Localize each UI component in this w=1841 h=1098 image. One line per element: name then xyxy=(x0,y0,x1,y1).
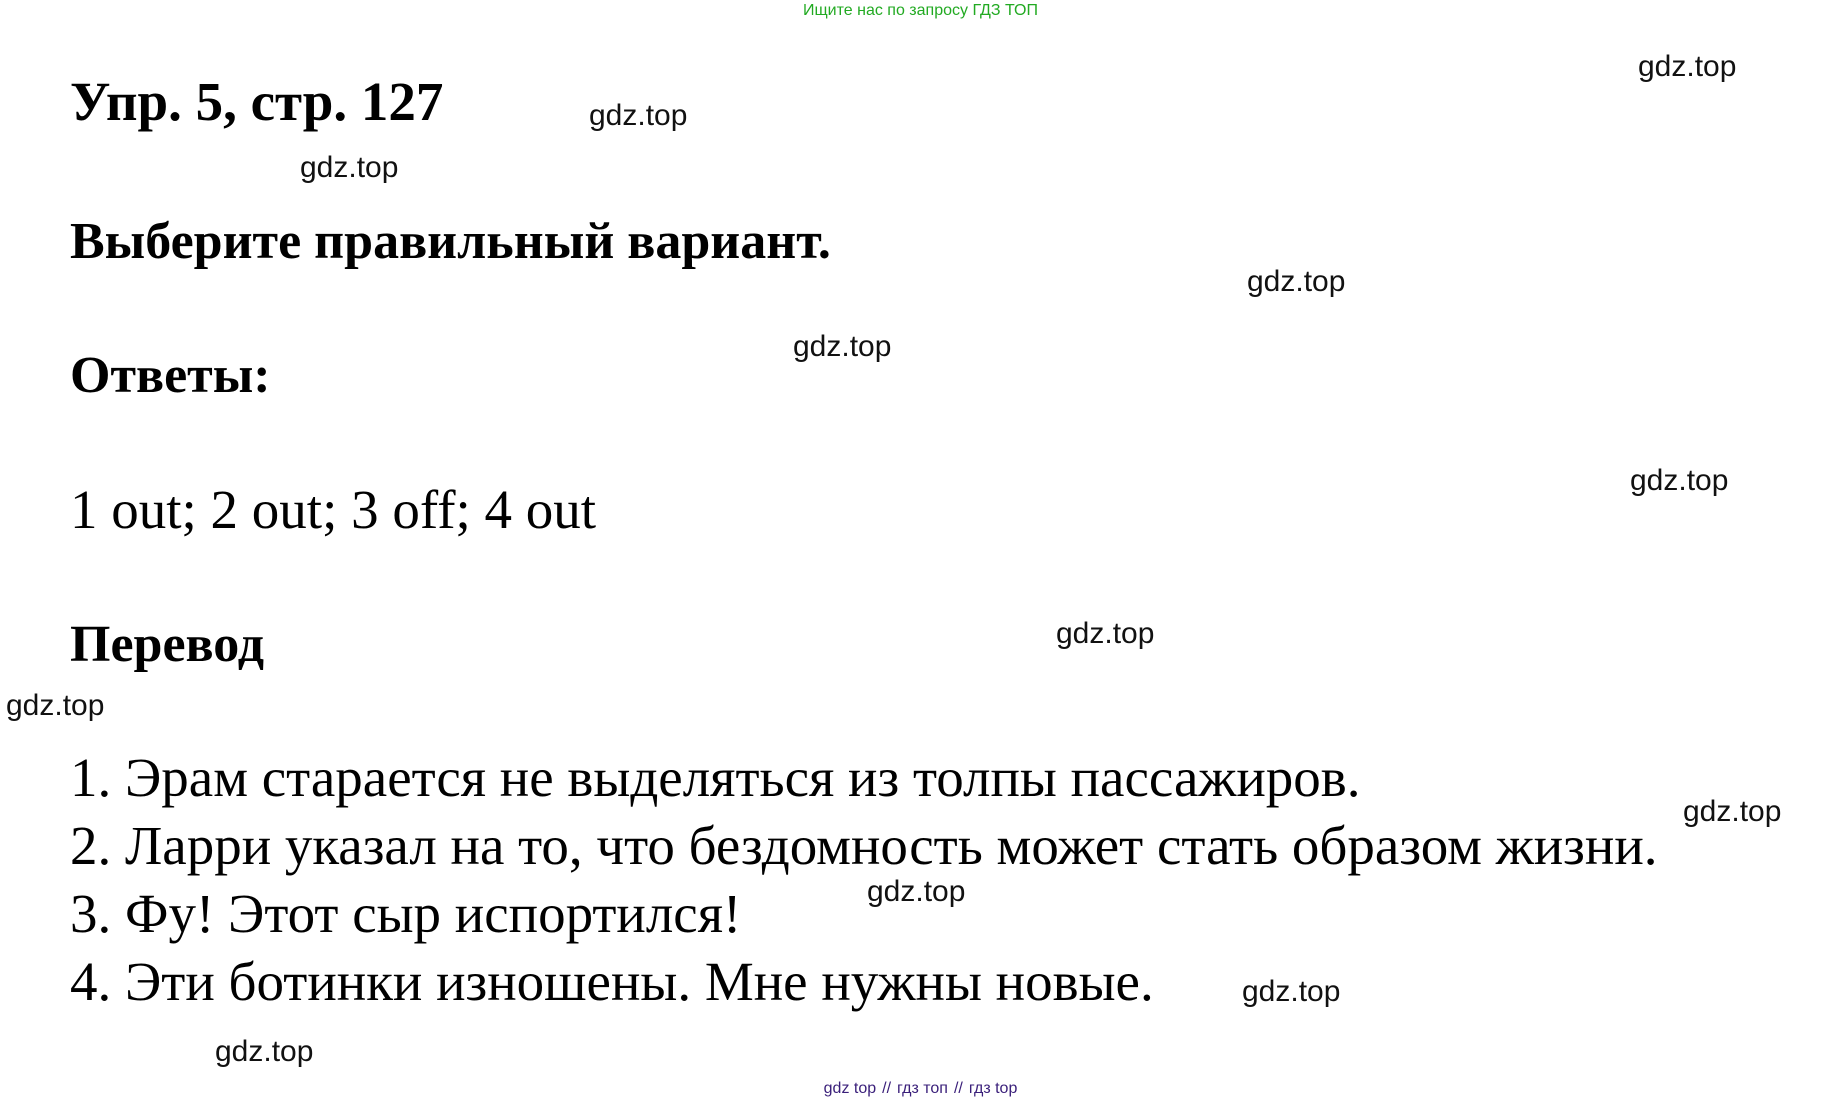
footer-link[interactable]: гдз топ xyxy=(897,1080,948,1097)
watermark: gdz.top xyxy=(867,875,966,908)
answers-text: 1 out; 2 out; 3 off; 4 out xyxy=(70,479,597,540)
watermark: gdz.top xyxy=(1247,265,1346,298)
translation-list xyxy=(70,744,1658,1016)
watermark: gdz.top xyxy=(1630,464,1729,497)
search-hint-banner: Ищите нас по запросу ГДЗ ТОП xyxy=(803,2,1038,19)
footer-links xyxy=(0,1080,1841,1098)
translation-line: 1. Эрам старается не выделяться из толпы пассажиров. xyxy=(70,747,1361,808)
watermark: gdz.top xyxy=(300,151,399,184)
watermark: gdz.top xyxy=(1056,617,1155,650)
footer-separator: // xyxy=(882,1080,892,1097)
watermark: gdz.top xyxy=(1683,795,1782,828)
watermark: gdz.top xyxy=(1242,975,1341,1008)
watermark: gdz.top xyxy=(793,330,892,363)
footer-separator: // xyxy=(953,1080,963,1097)
footer-link[interactable]: gdz top xyxy=(823,1080,877,1097)
exercise-instruction: Выберите правильный вариант. xyxy=(70,213,831,270)
translation-line: 2. Ларри указал на то, что бездомность может стать образом жизни. xyxy=(70,815,1658,876)
watermark: gdz.top xyxy=(215,1035,314,1068)
footer-link[interactable]: гдз top xyxy=(968,1080,1018,1097)
translation-line: 3. Фу! Этот сыр испортился! xyxy=(70,883,742,944)
watermark: gdz.top xyxy=(6,689,105,722)
translation-line: 4. Эти ботинки изношены. Мне нужны новые. xyxy=(70,951,1154,1012)
watermark: gdz.top xyxy=(589,99,688,132)
watermark: gdz.top xyxy=(1638,50,1737,83)
translation-heading: Перевод xyxy=(70,616,265,673)
answers-heading: Ответы: xyxy=(70,347,271,404)
exercise-title: Упр. 5, стр. 127 xyxy=(70,71,444,132)
